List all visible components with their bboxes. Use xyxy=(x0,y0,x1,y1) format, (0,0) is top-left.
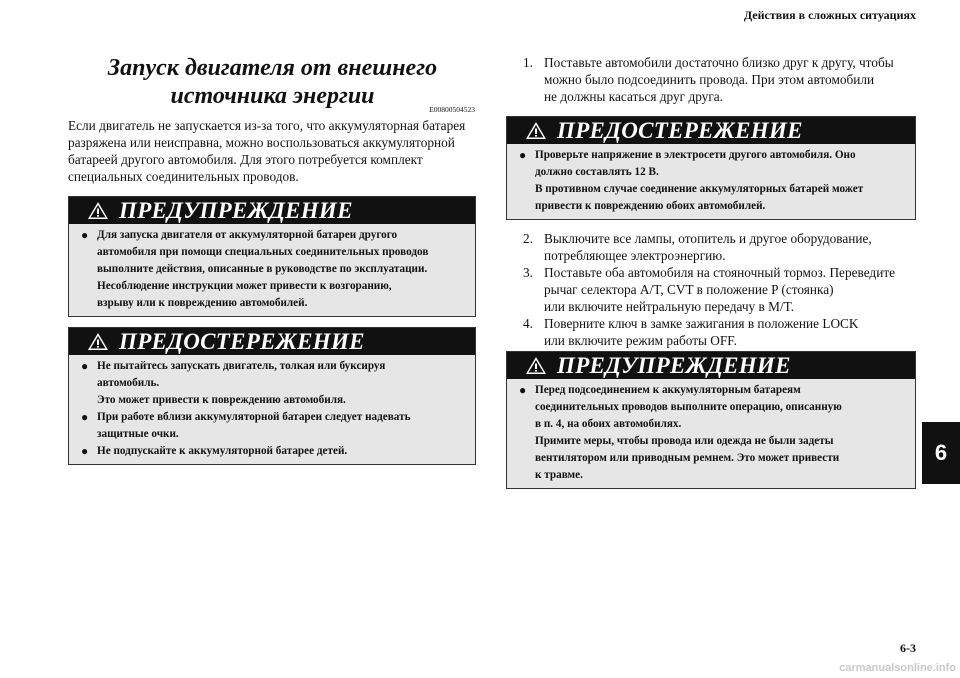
bullet-item xyxy=(519,382,909,484)
bullet-line: Примите меры, чтобы провода или одежда не были задеты xyxy=(535,435,834,447)
bullet-line: Не подпускайте к аккумуляторной батарее детей. xyxy=(97,445,348,457)
bullet-item xyxy=(81,443,469,460)
step-line: Поставьте оба автомобиля на стояночный тормоз. Переведите xyxy=(544,265,896,280)
bullet-dot-icon: ● xyxy=(81,410,89,424)
warning-box-1 xyxy=(68,196,476,317)
bullet-dot-icon: ● xyxy=(81,228,89,242)
bullet-line: защитные очки. xyxy=(97,428,179,440)
bullet-line: Для запуска двигателя от аккумуляторной батареи другого xyxy=(97,229,398,241)
bullet-dot-icon: ● xyxy=(81,359,89,373)
warning-triangle-icon xyxy=(525,356,547,375)
warning-triangle-icon xyxy=(87,201,109,220)
bullet-item xyxy=(519,147,909,215)
bullet-line: в п. 4, на обоих автомобилях. xyxy=(535,418,682,430)
bullet-line: соединительных проводов выполните операцию, описанную xyxy=(535,401,842,413)
bullet-item xyxy=(81,358,469,409)
warning-box-2-header xyxy=(507,352,915,379)
step-number: 3. xyxy=(523,265,533,280)
section-title-line-2: источника энергии xyxy=(170,83,375,109)
chapter-tab[interactable]: 6 xyxy=(922,422,960,484)
step-line: Поверните ключ в замке зажигания в положение LOCK xyxy=(544,316,859,331)
caution-box-2-header xyxy=(507,117,915,144)
bullet-dot-icon: ● xyxy=(81,444,89,458)
section-title xyxy=(70,54,475,110)
step-line: или включите режим работы OFF. xyxy=(544,333,737,348)
bullet-line: вентилятором или приводным ремнем. Это может привести xyxy=(535,452,840,464)
warning-box-1-title: ПРЕДУПРЕЖДЕНИЕ xyxy=(119,198,353,223)
bullet-item xyxy=(81,227,469,312)
caution-box-2-body xyxy=(507,144,915,219)
step-line: или включите нейтральную передачу в M/T. xyxy=(544,299,795,314)
caution-box-1-title: ПРЕДОСТЕРЕЖЕНИЕ xyxy=(119,329,365,354)
section-code: E00800504523 xyxy=(429,105,475,114)
steps-2-4 xyxy=(523,230,923,349)
step-item xyxy=(523,54,923,105)
bullet-line: Несоблюдение инструкции может привести к возгоранию, xyxy=(97,280,392,292)
caution-box-2 xyxy=(506,116,916,220)
step-number: 4. xyxy=(523,316,533,331)
bullet-dot-icon: ● xyxy=(519,148,527,162)
warning-box-1-header xyxy=(69,197,475,224)
bullet-line: выполните действия, описанные в руководстве по эксплуатации. xyxy=(97,263,428,275)
step-item xyxy=(523,264,923,315)
warning-triangle-icon xyxy=(87,332,109,351)
step-line: Выключите все лампы, отопитель и другое оборудование, xyxy=(544,231,872,246)
warning-triangle-icon xyxy=(525,121,547,140)
page-header: Действия в сложных ситуациях xyxy=(743,8,916,22)
section-title-line-1: Запуск двигателя от внешнего xyxy=(107,55,438,81)
bullet-line: При работе вблизи аккумуляторной батареи следует надевать xyxy=(97,411,411,423)
caution-box-2-title: ПРЕДОСТЕРЕЖЕНИЕ xyxy=(557,118,803,143)
step-item xyxy=(523,230,923,264)
bullet-line: Проверьте напряжение в электросети другого автомобиля. Оно xyxy=(535,149,856,161)
step-item xyxy=(523,315,923,349)
bullet-line: должно составлять 12 В. xyxy=(535,166,659,178)
bullet-dot-icon: ● xyxy=(519,383,527,397)
step-line: можно было подсоединить провода. При этом автомобили xyxy=(544,72,875,87)
caution-box-1 xyxy=(68,327,476,465)
caution-box-1-header xyxy=(69,328,475,355)
step-number: 2. xyxy=(523,231,533,246)
bullet-item xyxy=(81,409,469,443)
step-number: 1. xyxy=(523,55,533,70)
intro-paragraph: Если двигатель не запускается из-за того, что аккумуляторная батарея разряжена или неисправна, можно воспользоваться аккумуляторной батареей другого автомобиля. Для этого потребуется комплект специальных соединительных проводов. xyxy=(68,118,466,184)
bullet-line: Перед подсоединением к аккумуляторным батареям xyxy=(535,384,801,396)
caution-box-1-body xyxy=(69,355,475,464)
bullet-line: к травме. xyxy=(535,469,583,481)
bullet-line: Не пытайтесь запускать двигатель, толкая или буксируя xyxy=(97,360,386,372)
bullet-line: Это может привести к повреждению автомобиля. xyxy=(97,394,346,406)
step-line: не должны касаться друг друга. xyxy=(544,89,724,104)
warning-box-2-body xyxy=(507,379,915,488)
warning-box-1-body xyxy=(69,224,475,316)
step-line: Поставьте автомобили достаточно близко друг к другу, чтобы xyxy=(544,55,894,70)
step-line: потребляющее электроэнергию. xyxy=(544,248,726,263)
watermark: carmanualsonline.info xyxy=(839,662,956,674)
bullet-line: автомобиль. xyxy=(97,377,160,389)
page-number: 6-3 xyxy=(900,641,916,655)
bullet-line: взрыву или к повреждению автомобилей. xyxy=(97,297,308,309)
bullet-line: автомобиля при помощи специальных соединительных проводов xyxy=(97,246,429,258)
warning-box-2-title: ПРЕДУПРЕЖДЕНИЕ xyxy=(557,353,791,378)
step-line: рычаг селектора A/T, CVT в положение P (стоянка) xyxy=(544,282,834,297)
bullet-line: привести к повреждению обоих автомобилей. xyxy=(535,200,766,212)
step-1 xyxy=(523,54,923,105)
warning-box-2 xyxy=(506,351,916,489)
bullet-line: В противном случае соединение аккумуляторных батарей может xyxy=(535,183,864,195)
